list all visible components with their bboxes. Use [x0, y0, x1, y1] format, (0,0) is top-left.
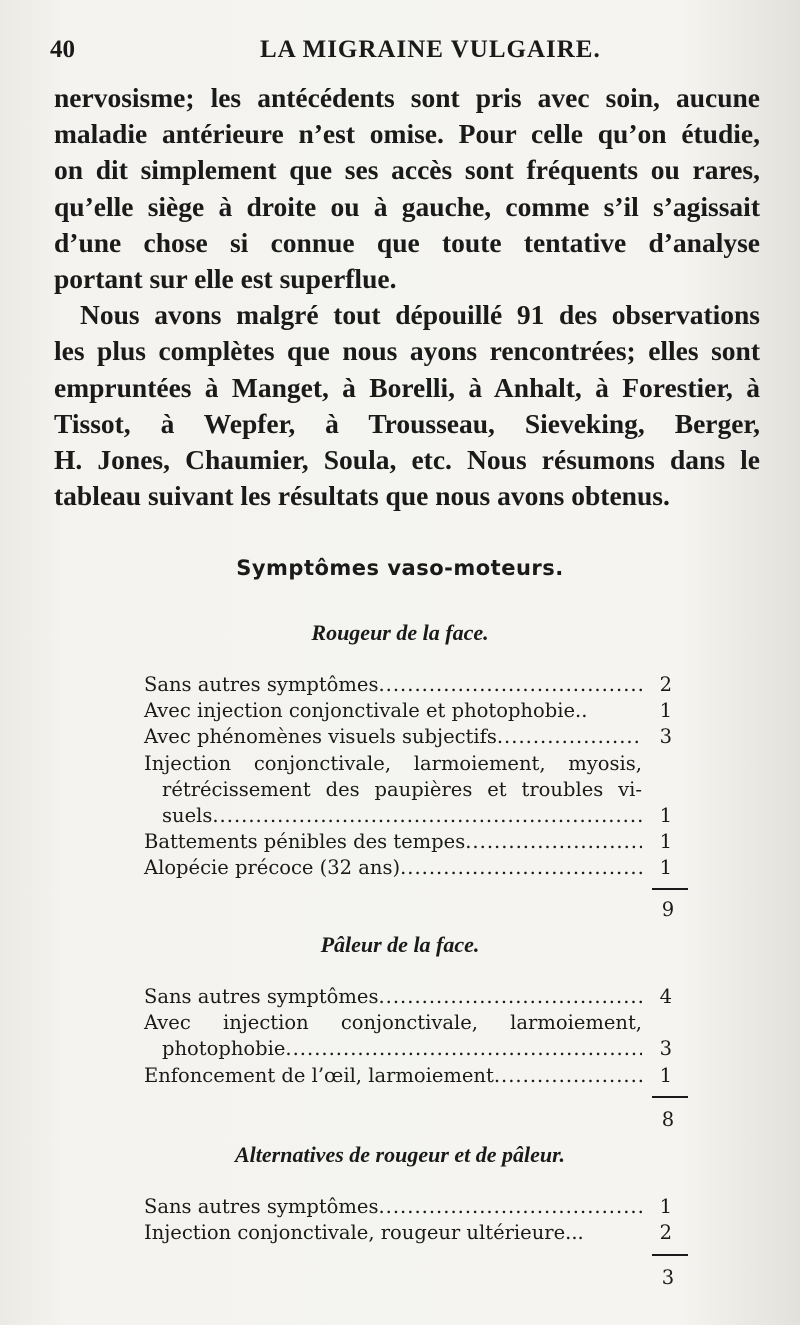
table-row: Avec injection conjonctivale, larmoiement,	[144, 1011, 642, 1035]
symptom-table-paleur	[144, 984, 680, 1089]
table-row: Alopécie précoce (32 ans) ..... 1	[144, 855, 680, 881]
table-row: Avec injection conjonctivale et photophobie.. 1	[144, 699, 672, 723]
total-rule	[652, 888, 688, 890]
symptom-table-alternatives	[144, 1194, 680, 1246]
text-line: maladie antérieure n’est omise. Pour celle qu’on étudie,	[54, 118, 760, 150]
table-row: Avec phénomènes visuels subjectifs ..... 3	[144, 724, 680, 750]
running-title: LA MIGRAINE VULGAIRE.	[260, 36, 601, 63]
table-row: Injection conjonctivale, rougeur ultérieure... 2	[144, 1221, 672, 1245]
text-line: empruntées à Manget, à Borelli, à Anhalt, à Forestier, à	[54, 371, 760, 403]
table-row: Enfoncement de l’œil, larmoiement ..... 1	[144, 1063, 680, 1089]
body-text	[54, 80, 760, 514]
text-line: on dit simplement que ses accès sont fréquents ou rares,	[54, 154, 760, 186]
text-line: tableau suivant les résultats que nous avons obtenus.	[54, 480, 670, 512]
table-row: suels ..... 1	[144, 803, 680, 829]
group-total: 3	[661, 1266, 675, 1289]
section-title: Symptômes vaso-moteurs.	[236, 556, 564, 580]
table-row: Sans autres symptômes ..... 4	[144, 984, 680, 1010]
table-row: photophobie ..... 3	[144, 1036, 680, 1062]
table-row: Sans autres symptômes ..... 2	[144, 672, 680, 698]
group-total: 8	[661, 1108, 675, 1131]
table-row: rétrécissement des paupières et troubles vi-	[162, 777, 642, 801]
group-title: Alternatives de rougeur et de pâleur.	[235, 1142, 565, 1167]
group-title: Pâleur de la face.	[320, 932, 480, 957]
text-line: qu’elle siège à droite ou à gauche, comme s’il s’agissait	[54, 190, 760, 222]
total-rule	[652, 1096, 688, 1098]
table-row: Sans autres symptômes ..... 1	[144, 1194, 680, 1220]
text-line: Nous avons malgré tout dépouillé 91 des observations	[80, 299, 760, 331]
total-rule	[652, 1254, 688, 1256]
text-line: les plus complètes que nous ayons rencontrées; elles sont	[54, 335, 760, 367]
group-title: Rougeur de la face.	[311, 620, 489, 645]
text-line: portant sur elle est superflue.	[54, 262, 397, 294]
group-total: 9	[661, 898, 675, 921]
symptom-table-rougeur	[144, 672, 680, 882]
text-line: nervosisme; les antécédents sont pris avec soin, aucune	[54, 82, 760, 113]
page-header	[50, 36, 760, 76]
page-number: 40	[50, 36, 75, 63]
text-line: Tissot, à Wepfer, à Trousseau, Sieveking, Berger,	[54, 407, 760, 439]
table-row: Battements pénibles des tempes ..... 1	[144, 829, 680, 855]
text-line: H. Jones, Chaumier, Soula, etc. Nous résumons dans le	[54, 443, 760, 475]
text-line: d’une chose si connue que toute tentative d’analyse	[54, 226, 760, 258]
table-row: Injection conjonctivale, larmoiement, myosis,	[144, 751, 642, 775]
